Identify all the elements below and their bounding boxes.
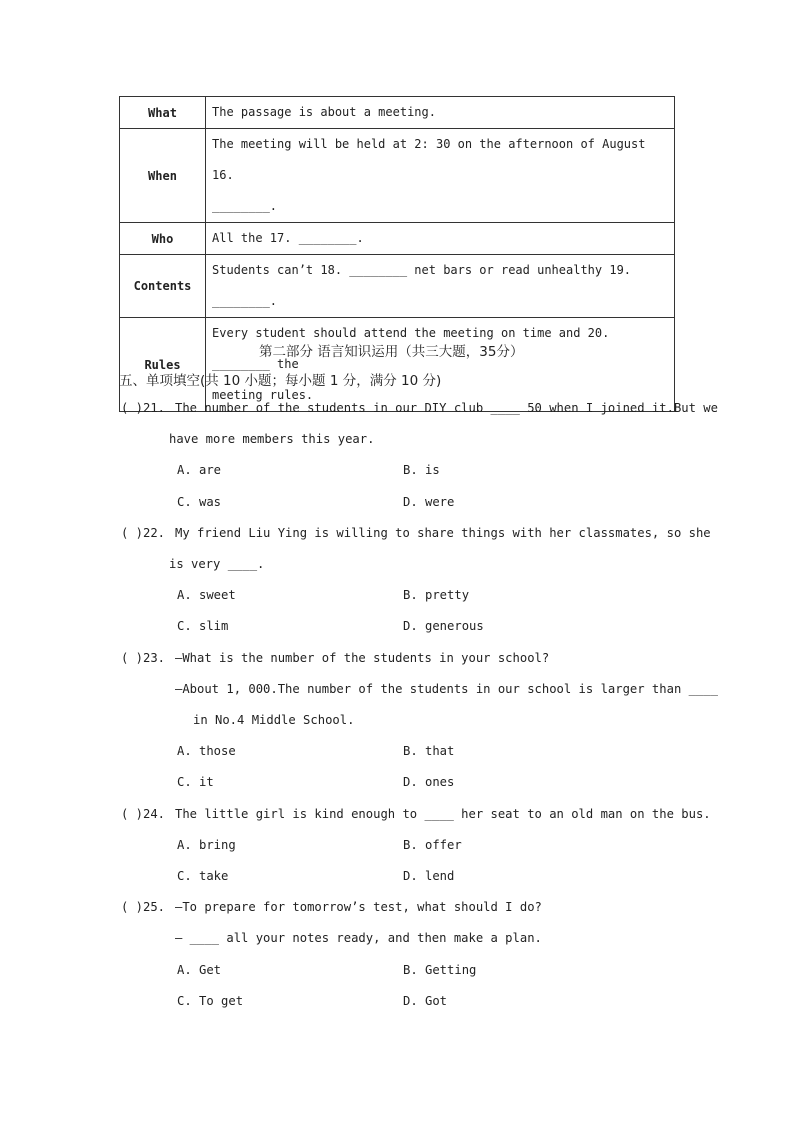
question-text: — ____ all your notes ready, and then make a plan. — [175, 931, 542, 945]
option-d[interactable]: D. lend — [403, 869, 455, 883]
question-text: My friend Liu Ying is willing to share things with her classmates, so she — [175, 526, 711, 540]
question-prefix: ( )21. — [121, 401, 166, 415]
option-d[interactable]: D. generous — [403, 619, 484, 633]
question-prefix: ( )24. — [121, 807, 166, 821]
row-value: The passage is about a meeting. — [206, 97, 675, 129]
row-value: All the 17. ________. — [206, 223, 675, 255]
row-key: Who — [120, 223, 206, 255]
question-text: The little girl is kind enough to ____ her seat to an old man on the bus. — [175, 807, 711, 821]
option-c[interactable]: C. slim — [177, 619, 229, 633]
option-d[interactable]: D. ones — [403, 775, 455, 789]
option-c[interactable]: C. To get — [177, 994, 244, 1008]
option-a[interactable]: A. bring — [177, 838, 236, 852]
question-text: in No.4 Middle School. — [193, 713, 355, 727]
option-b[interactable]: B. pretty — [403, 588, 470, 602]
option-c[interactable]: C. it — [177, 775, 214, 789]
row-key: Contents — [120, 255, 206, 318]
row-key: When — [120, 129, 206, 223]
section-title: 五、单项填空(共 10 小题；每小题 1 分，满分 10 分) — [119, 373, 442, 389]
row-value: Students can’t 18. ________ net bars or read unhealthy 19. ________. — [206, 255, 675, 318]
table-row — [120, 97, 675, 129]
question-text: The number of the students in our DIY club ____ 50 when I joined it.But we — [175, 401, 718, 415]
question-text: —What is the number of the students in your school? — [175, 651, 550, 665]
option-d[interactable]: D. were — [403, 495, 455, 509]
option-c[interactable]: C. take — [177, 869, 229, 883]
table-row — [120, 255, 675, 318]
part-title: 第二部分 语言知识运用（共三大题，35分） — [259, 344, 524, 360]
row-value: The meeting will be held at 2: 30 on the afternoon of August 16. ________. — [206, 129, 675, 223]
option-b[interactable]: B. that — [403, 744, 455, 758]
table-row — [120, 223, 675, 255]
row-value: Every student should attend the meeting on time and 20. ________ the meeting rules. — [206, 318, 675, 412]
question-text: have more members this year. — [169, 432, 375, 446]
question-prefix: ( )22. — [121, 526, 166, 540]
option-b[interactable]: B. offer — [403, 838, 462, 852]
table-row — [120, 318, 675, 412]
option-a[interactable]: A. Get — [177, 963, 222, 977]
option-a[interactable]: A. those — [177, 744, 236, 758]
option-d[interactable]: D. Got — [403, 994, 448, 1008]
option-a[interactable]: A. sweet — [177, 588, 236, 602]
row-key: Rules — [120, 318, 206, 412]
option-c[interactable]: C. was — [177, 495, 222, 509]
question-prefix: ( )23. — [121, 651, 166, 665]
option-a[interactable]: A. are — [177, 463, 222, 477]
question-prefix: ( )25. — [121, 900, 166, 914]
table-row — [120, 129, 675, 223]
question-text: —About 1, 000.The number of the students in our school is larger than ____ — [175, 682, 718, 696]
question-text: is very ____. — [169, 557, 265, 571]
info-table — [119, 96, 675, 412]
option-b[interactable]: B. is — [403, 463, 440, 477]
row-key: What — [120, 97, 206, 129]
question-text: —To prepare for tomorrow’s test, what should I do? — [175, 900, 542, 914]
option-b[interactable]: B. Getting — [403, 963, 477, 977]
